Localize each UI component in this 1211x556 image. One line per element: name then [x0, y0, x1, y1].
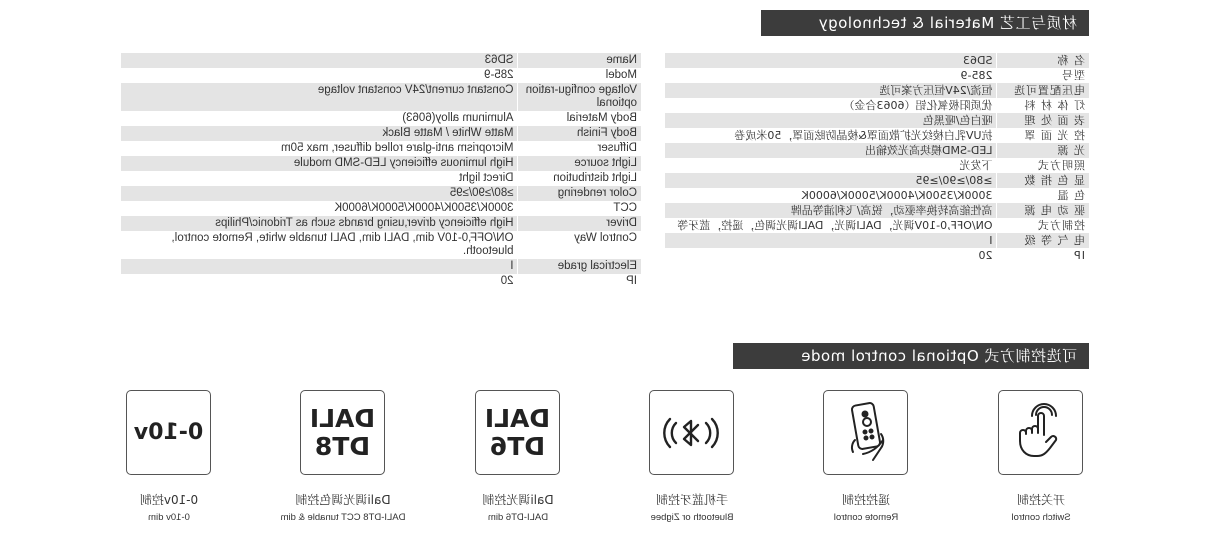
caption-cn: 手机蓝牙控制: [656, 493, 729, 507]
caption-en: DALI-DT8 CCT tunable & dim: [280, 512, 406, 523]
spec-row: [121, 68, 641, 83]
spec-value: ≥80/≥90/≥95: [665, 173, 997, 188]
zero-ten-volt-label: 0-10v: [133, 419, 204, 445]
spec-value: Aluminum alloy(6063): [121, 111, 518, 126]
dali-dt6-text: [485, 405, 550, 461]
spec-label: 灯 体 材 料: [997, 98, 1089, 113]
spec-value: 285-9: [665, 68, 997, 83]
spec-row: [665, 98, 1089, 113]
spec-table-chinese: [665, 53, 1090, 263]
caption-cn: 遥控控制: [842, 493, 891, 507]
spec-row: [121, 111, 641, 126]
bluetooth-control-caption: [617, 492, 767, 525]
spec-value: 优质阳极氧化铝（6063合金）: [665, 98, 997, 113]
switch-hand-icon: [1011, 403, 1071, 463]
spec-row: [121, 201, 641, 216]
spec-value: SD63: [665, 53, 997, 68]
spec-label: Name: [518, 53, 641, 68]
remote-control-caption: [791, 492, 941, 525]
dali-dt8-text: [310, 405, 375, 461]
control-heading: 可选控制方式 Optional control mode: [733, 343, 1089, 369]
spec-label: Control Way: [518, 231, 641, 259]
spec-row: [665, 218, 1089, 233]
remote-control-icon: [836, 400, 896, 466]
spec-label: 型号: [997, 68, 1089, 83]
spec-value: 3000K/3500K/4000K/5000K/6000K: [121, 201, 518, 216]
spec-row: [121, 186, 641, 201]
caption-en: Bluetooth or Zigbee: [650, 512, 734, 523]
material-heading: 材质与工艺 Material & technology: [761, 10, 1089, 36]
spec-row: [665, 143, 1089, 158]
spec-row: [121, 231, 641, 259]
dali-dt6-caption: [443, 492, 593, 525]
dali-dt8-box: [300, 390, 385, 475]
spec-value: Microprism anti-glare rolled diffuser, max 50m: [121, 141, 518, 156]
caption-cn: 开关控制: [1017, 493, 1066, 507]
spec-value: Constant current/24V constant voltage: [121, 83, 518, 111]
dali-dt6-box: [475, 390, 560, 475]
spec-row: [665, 203, 1089, 218]
caption-en: Remote control: [833, 512, 899, 523]
spec-label: IP: [518, 274, 641, 289]
spec-value: 下发光: [665, 158, 997, 173]
spec-value: I: [121, 259, 518, 274]
spec-row: [665, 113, 1089, 128]
spec-value: High luminous efficiency LED-SMD module: [121, 156, 518, 171]
spec-label: 控制方式: [997, 218, 1089, 233]
zero-ten-volt-text: [134, 419, 203, 447]
caption-cn: Dali调光调色控制: [295, 493, 391, 507]
spec-label: 显 色 指 数: [997, 173, 1089, 188]
spec-value: 20: [121, 274, 518, 289]
zero-ten-volt-box: [126, 390, 211, 475]
spec-label: Driver: [518, 216, 641, 231]
spec-label: Body Finish: [518, 126, 641, 141]
switch-control-box: [998, 390, 1083, 475]
caption-en: Switch control: [1011, 512, 1071, 523]
spec-label: CCT: [518, 201, 641, 216]
spec-label: 名 称: [997, 53, 1089, 68]
switch-control-caption: [966, 492, 1116, 525]
remote-control-box: [823, 390, 908, 475]
spec-value: Direct light: [121, 171, 518, 186]
caption-en: DALI-DT6 dim: [487, 512, 549, 523]
spec-row: [665, 128, 1089, 143]
spec-label: 电压配置可选: [997, 83, 1089, 98]
dt6-label: DT6: [489, 431, 546, 461]
spec-value: 抗UV乳白棱纹光扩散面罩&棱晶防眩面罩，50米成卷: [665, 128, 997, 143]
spec-value: High efficiency driver,using brands such as Tridonic/Philips: [121, 216, 518, 231]
spec-table-english: [121, 53, 642, 289]
spec-label: 驱 动 电 源: [997, 203, 1089, 218]
spec-row: [121, 126, 641, 141]
bluetooth-icon: [659, 411, 725, 455]
spec-value: 20: [665, 248, 997, 263]
caption-cn: 0-10v控制: [139, 493, 199, 507]
spec-value: LED-SMD模块高光效输出: [665, 143, 997, 158]
spec-value: SD63: [121, 53, 518, 68]
spec-row: [665, 158, 1089, 173]
spec-label: 表 面 处 理: [997, 113, 1089, 128]
dali-dt8-caption: [268, 492, 418, 525]
spec-row: [121, 216, 641, 231]
spec-label: Color rendering: [518, 186, 641, 201]
spec-row: [665, 53, 1089, 68]
spec-row: [665, 83, 1089, 98]
spec-value: Matte White / Matte Black: [121, 126, 518, 141]
spec-value: ON/OFF,0-10V dim, DALI dim, DALI tunable white, Remote control, bluetooth.: [121, 231, 518, 259]
spec-row: [121, 171, 641, 186]
spec-label: Model: [518, 68, 641, 83]
spec-row: [121, 141, 641, 156]
spec-value: 285-9: [121, 68, 518, 83]
spec-row: [665, 173, 1089, 188]
spec-row: [121, 83, 641, 111]
spec-row: [121, 274, 641, 289]
bluetooth-control-box: [649, 390, 734, 475]
spec-label: 光 源: [997, 143, 1089, 158]
spec-label: 照明方式: [997, 158, 1089, 173]
spec-label: Light source: [518, 156, 641, 171]
caption-cn: Dali调光控制: [482, 493, 554, 507]
spec-row: [665, 68, 1089, 83]
spec-value: ON/OFF,0-10V调光，DALI调光，DALI调光调色，遥控，蓝牙等: [665, 218, 997, 233]
spec-value: 恒流/24V恒压方案可选: [665, 83, 997, 98]
spec-row: [665, 248, 1089, 263]
spec-label: IP: [997, 248, 1089, 263]
spec-value: 3000K/3500K/4000K/5000K/6000K: [665, 188, 997, 203]
spec-label: Diffuser: [518, 141, 641, 156]
spec-label: 控 光 面 罩: [997, 128, 1089, 143]
spec-row: [121, 156, 641, 171]
spec-value: I: [665, 233, 997, 248]
spec-value: 高性能高转换率驱动，锐高/飞利浦等品牌: [665, 203, 997, 218]
spec-row: [665, 188, 1089, 203]
spec-row: [121, 53, 641, 68]
dali-label: DALI: [484, 403, 551, 433]
spec-label: 色 温: [997, 188, 1089, 203]
zero-ten-volt-caption: [94, 492, 244, 525]
dt8-label: DT8: [314, 431, 371, 461]
spec-label: Electrical grade: [518, 259, 641, 274]
spec-label: Body Material: [518, 111, 641, 126]
spec-label: Light distribution: [518, 171, 641, 186]
spec-value: 哑白色/哑黑色: [665, 113, 997, 128]
caption-en: 0-10v dim: [148, 512, 190, 523]
spec-value: ≥80/≥90/≥95: [121, 186, 518, 201]
spec-row: [665, 233, 1089, 248]
dali-label: DALI: [309, 403, 376, 433]
spec-row: [121, 259, 641, 274]
spec-label: 电 气 等 级: [997, 233, 1089, 248]
spec-label: Voltage configu-ration optional: [518, 83, 641, 111]
